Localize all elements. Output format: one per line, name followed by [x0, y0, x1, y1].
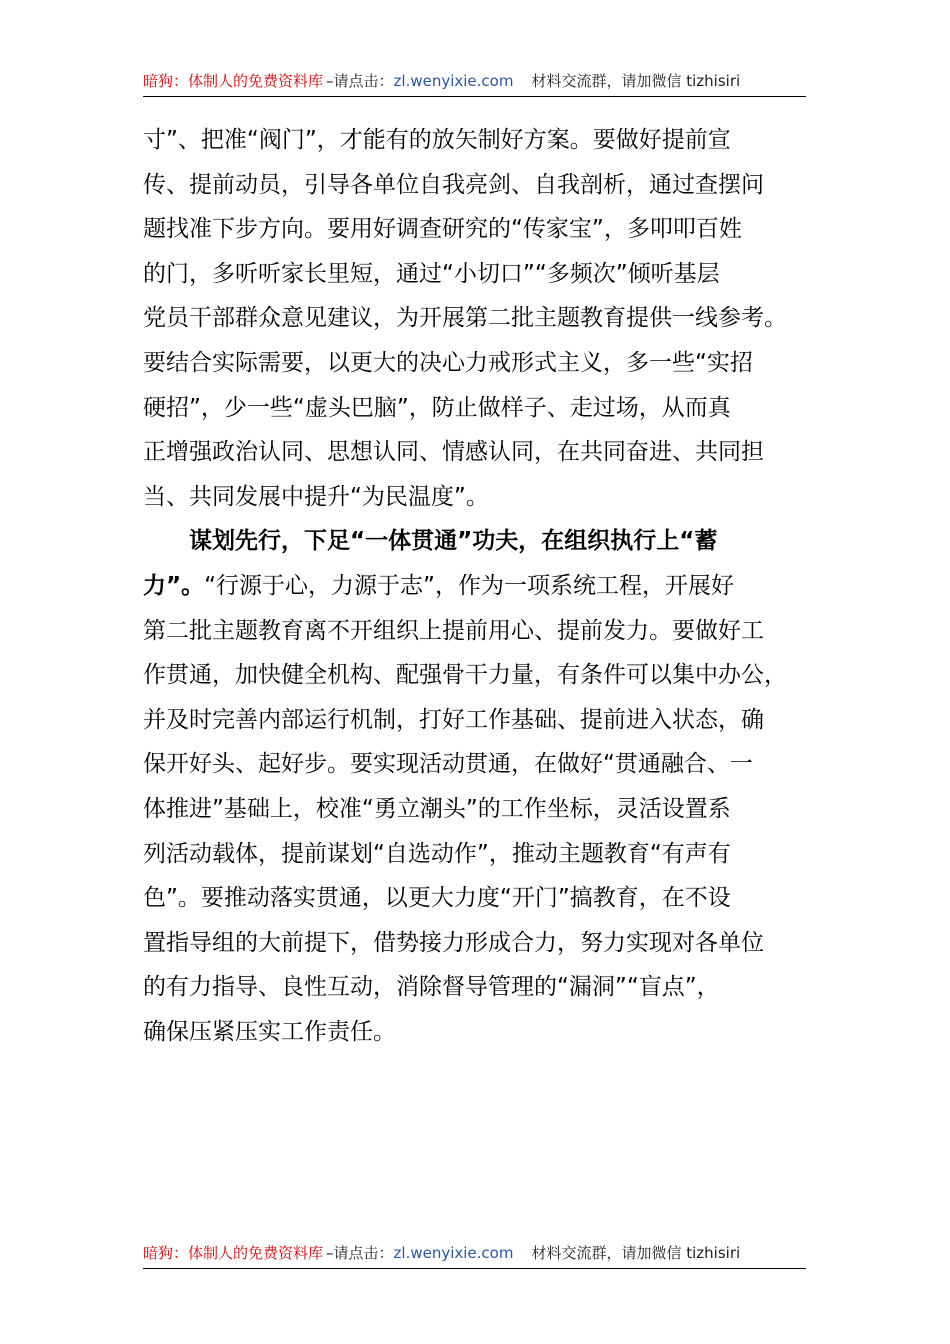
footer-click-prompt: –请点击： — [326, 1244, 394, 1262]
paragraph-1-line: 要结合实际需要，以更大的决心力戒形式主义，多一些“实招 — [143, 349, 753, 376]
document-body — [143, 118, 815, 1054]
paragraph-1-line: 正增强政治认同、思想认同、情感认同，在共同奋进、共同担 — [143, 439, 764, 466]
paragraph-1-line: 传、提前动员，引导各单位自我亮剑、自我剖析，通过查摆问 — [143, 171, 764, 198]
paragraph-1-line: 硬招”，少一些“虚头巴脑”，防止做样子、走过场，从而真 — [143, 394, 731, 421]
header-url-link[interactable]: zl.wenyixie.com — [393, 72, 514, 90]
paragraph-2-line: 作贯通，加快健全机构、配强骨干力量，有条件可以集中办公， — [143, 662, 787, 689]
paragraph-2-line: 色”。要推动落实贯通，以更大力度“开门”搞教育，在不设 — [143, 885, 731, 912]
paragraph-2-line: 确保压紧压实工作责任。 — [143, 1018, 396, 1045]
paragraph-2-line: 列活动载体，提前谋划“自选动作”，推动主题教育“有声有 — [143, 840, 731, 867]
footer-banner — [143, 1238, 806, 1269]
paragraph-2-line: 置指导组的大前提下，借势接力形成合力，努力实现对各单位 — [143, 929, 764, 956]
paragraph-2-heading: 谋划先行，下足“一体贯通”功夫，在组织执行上“蓄 — [189, 528, 718, 555]
paragraph-1-line: 的门，多听听家长里短，通过“小切口”“多频次”倾听基层 — [143, 260, 720, 287]
header-click-prompt: –请点击： — [326, 72, 394, 90]
paragraph-2-line: 保开好头、起好步。要实现活动贯通，在做好“贯通融合、一 — [143, 751, 753, 778]
paragraph-2-line: 第二批主题教育离不开组织上提前用心、提前发力。要做好工 — [143, 617, 764, 644]
header-group-note: 材料交流群，请加微信 tizhisiri — [531, 72, 741, 90]
header-site-name: 暗狗：体制人的免费资料库 — [143, 72, 324, 90]
paragraph-2-line: 体推进”基础上，校准“勇立潮头”的工作坐标，灵活设置系 — [143, 795, 731, 822]
paragraph-1-line: 党员干部群众意见建议，为开展第二批主题教育提供一线参考。 — [143, 305, 787, 332]
footer-url-link[interactable]: zl.wenyixie.com — [393, 1244, 514, 1262]
paragraph-1 — [143, 118, 815, 519]
paragraph-2-heading-end: 力”。 — [143, 572, 205, 599]
paragraph-1-line: 寸”、把准“阀门”，才能有的放矢制好方案。要做好提前宣 — [143, 127, 731, 153]
paragraph-1-line: 当、共同发展中提升“为民温度”。 — [143, 483, 489, 510]
paragraph-1-line: 题找准下步方向。要用好调查研究的“传家宝”，多叩叩百姓 — [143, 216, 742, 243]
footer-group-note: 材料交流群，请加微信 tizhisiri — [531, 1244, 741, 1262]
paragraph-2-line — [143, 564, 815, 609]
footer-site-name: 暗狗：体制人的免费资料库 — [143, 1244, 324, 1262]
paragraph-2-line-text: “行源于心，力源于志”，作为一项系统工程，开展好 — [204, 572, 734, 599]
paragraph-2-line: 并及时完善内部运行机制，打好工作基础、提前进入状态，确 — [143, 706, 764, 733]
paragraph-2-line: 的有力指导、良性互动，消除督导管理的“漏洞”“盲点”， — [143, 974, 720, 1001]
header-banner — [143, 66, 806, 97]
paragraph-2 — [143, 519, 815, 1054]
